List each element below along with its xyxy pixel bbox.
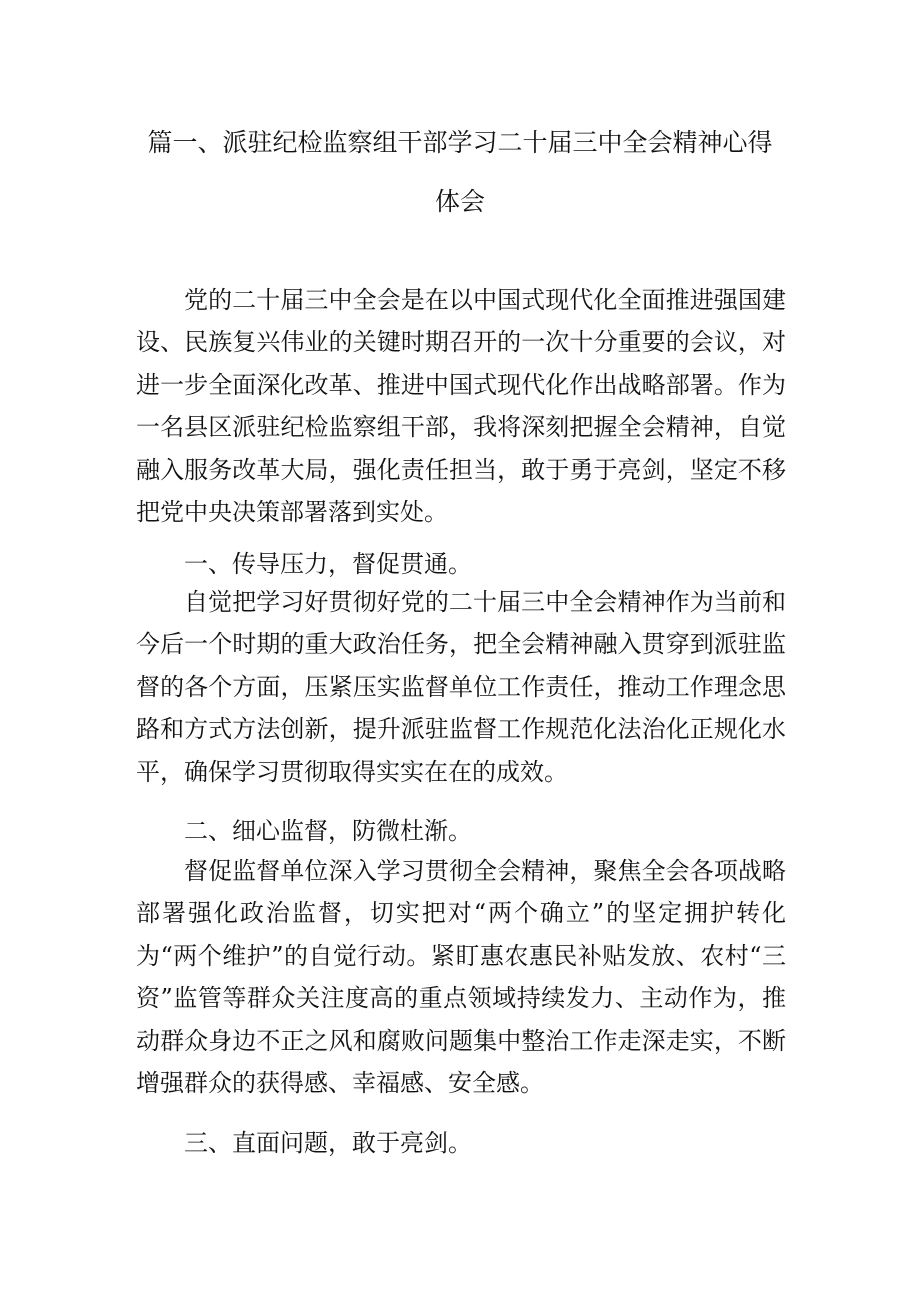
document-title-line-1: 篇一、派驻纪检监察组干部学习二十届三中全会精神心得	[147, 128, 773, 157]
section-body-1: 自觉把学习好贯彻好党的二十届三中全会精神作为当前和今后一个时期的重大政治任务，把全会精神融入贯穿到派驻监督的各个方面，压紧压实监督单位工作责任，推动工作理念思路和方式方法创新，提升派驻监督工作规范化法治化正规化水平，确保学习贯彻取得实实在在的成效。	[136, 588, 786, 786]
document-title-line-2: 体会	[434, 187, 485, 216]
intro-paragraph: 党的二十届三中全会是在以中国式现代化全面推进强国建设、民族复兴伟业的关键时期召开的一次十分重要的会议，对进一步全面深化改革、推进中国式现代化作出战略部署。作为一名县区派驻纪检监察组干部，我将深刻把握全会精神，自觉融入服务改革大局，强化责任担当，敢于勇于亮剑，坚定不移把党中央决策部署落到实处。	[136, 286, 786, 527]
section-heading-2: 二、细心监督，防微杜渐。	[184, 817, 472, 845]
section-heading-3: 三、直面问题，敢于亮剑。	[184, 1129, 472, 1157]
section-heading-1: 一、传导压力，督促贯通。	[184, 550, 472, 578]
section-body-2: 督促监督单位深入学习贯彻全会精神，聚焦全会各项战略部署强化政治监督，切实把对“两个确立”的坚定拥护转化为“两个维护”的自觉行动。紧盯惠农惠民补贴发放、农村“三资”监管等群众关注度高的重点领域持续发力、主动作为，推动群众身边不正之风和腐败问题集中整治工作走深走实，不断增强群众的获得感、幸福感、安全感。	[136, 857, 786, 1098]
